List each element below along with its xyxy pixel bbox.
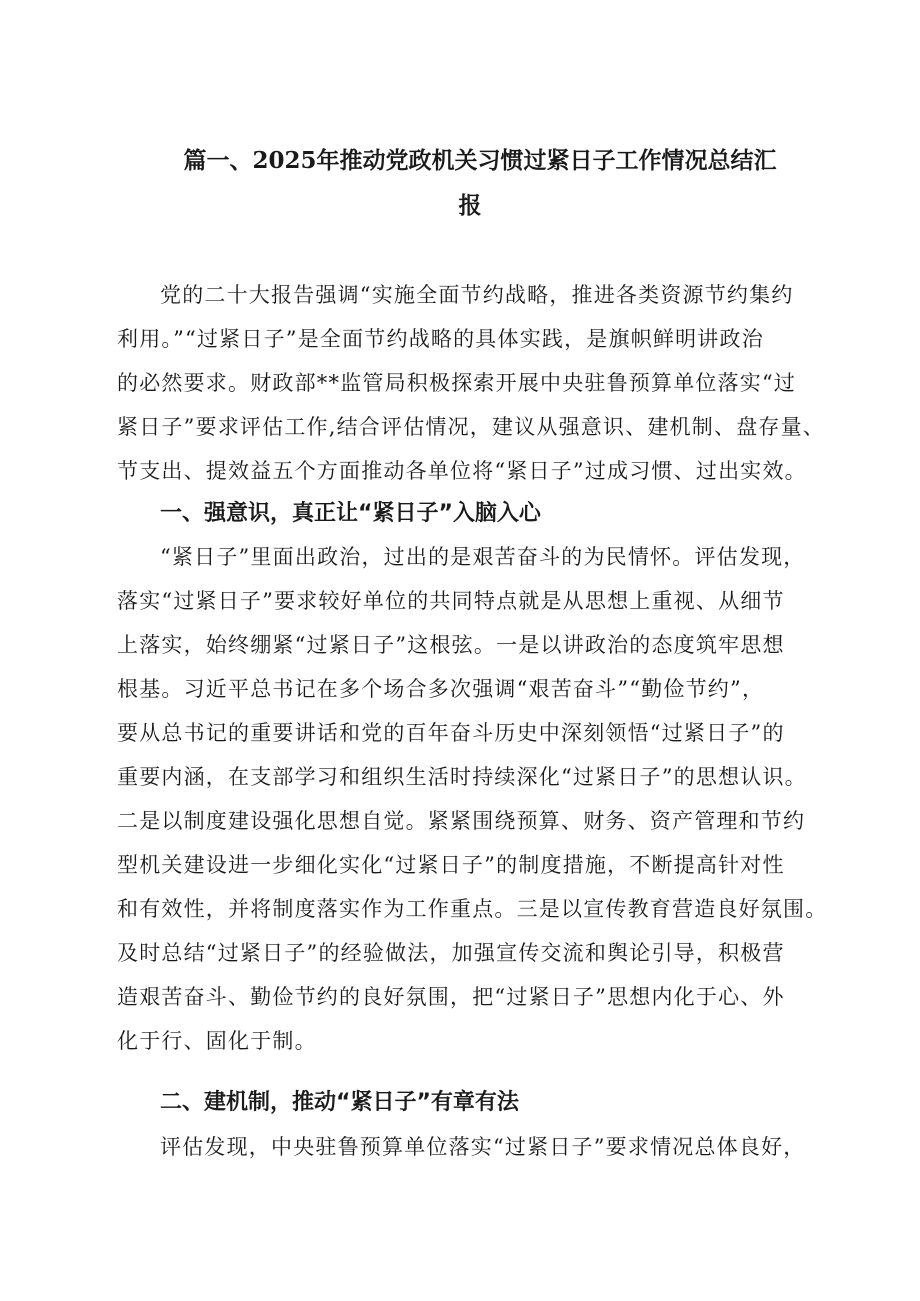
section-1-line-1: “紧日子”里面出政治，过出的是艰苦奋斗的为民情怀。评估发现， — [160, 545, 806, 569]
document-title-line-1: 篇一、2025年推动党政机关习惯过紧日子工作情况总结汇 — [183, 147, 777, 174]
section-1-line-5: 要从总书记的重要讲话和党的百年奋斗历史中深刻领悟“过紧日子”的 — [117, 721, 785, 745]
section-2-heading: 二、建机制，推动“紧日子”有章有法 — [160, 1090, 519, 1115]
section-1-line-10: 及时总结“过紧日子”的经验做法，加强宣传交流和舆论引导，积极营 — [117, 941, 785, 965]
document-title-line-2: 报 — [458, 192, 482, 219]
section-2-line-1: 评估发现，中央驻鲁预算单位落实“过紧日子”要求情况总体良好， — [160, 1135, 806, 1159]
intro-line-1: 党的二十大报告强调“实施全面节约战略，推进各类资源节约集约 — [160, 283, 794, 307]
section-1-line-8: 型机关建设进一步细化实化“过紧日子”的制度措施，不断提高针对性 — [117, 853, 785, 877]
section-1-line-7: 二是以制度建设强化思想自觉。紧紧围绕预算、财务、资产管理和节约 — [117, 809, 806, 833]
section-1-line-12: 化于行、固化于制。 — [117, 1029, 317, 1053]
intro-line-4: 紧日子”要求评估工作,结合评估情况，建议从强意识、建机制、盘存量、 — [117, 415, 826, 439]
section-1-line-6: 重要内涵，在支部学习和组织生活时持续深化“过紧日子”的思想认识。 — [117, 765, 807, 789]
section-1-heading: 一、强意识，真正让“紧日子”入脑入心 — [160, 501, 541, 526]
intro-line-5: 节支出、提效益五个方面推动各单位将“紧日子”过成习惯、过出实效。 — [117, 459, 807, 483]
section-1-line-4: 根基。习近平总书记在多个场合多次强调“艰苦奋斗”“勤俭节约”， — [117, 677, 765, 701]
intro-line-2: 利用。”“过紧日子”是全面节约战略的具体实践，是旗帜鲜明讲政治 — [117, 327, 764, 351]
intro-line-3: 的必然要求。财政部**监管局积极探索开展中央驻鲁预算单位落实“过 — [117, 371, 797, 395]
section-1-line-2: 落实“过紧日子”要求较好单位的共同特点就是从思想上重视、从细节 — [117, 589, 785, 613]
section-1-line-9: 和有效性，并将制度落实作为工作重点。三是以宣传教育营造良好氛围。 — [117, 897, 828, 921]
section-1-line-11: 造艰苦奋斗、勤俭节约的良好氛围，把“过紧日子”思想内化于心、外 — [117, 985, 785, 1009]
section-1-line-3: 上落实，始终绷紧“过紧日子”这根弦。一是以讲政治的态度筑牢思想 — [117, 633, 785, 657]
